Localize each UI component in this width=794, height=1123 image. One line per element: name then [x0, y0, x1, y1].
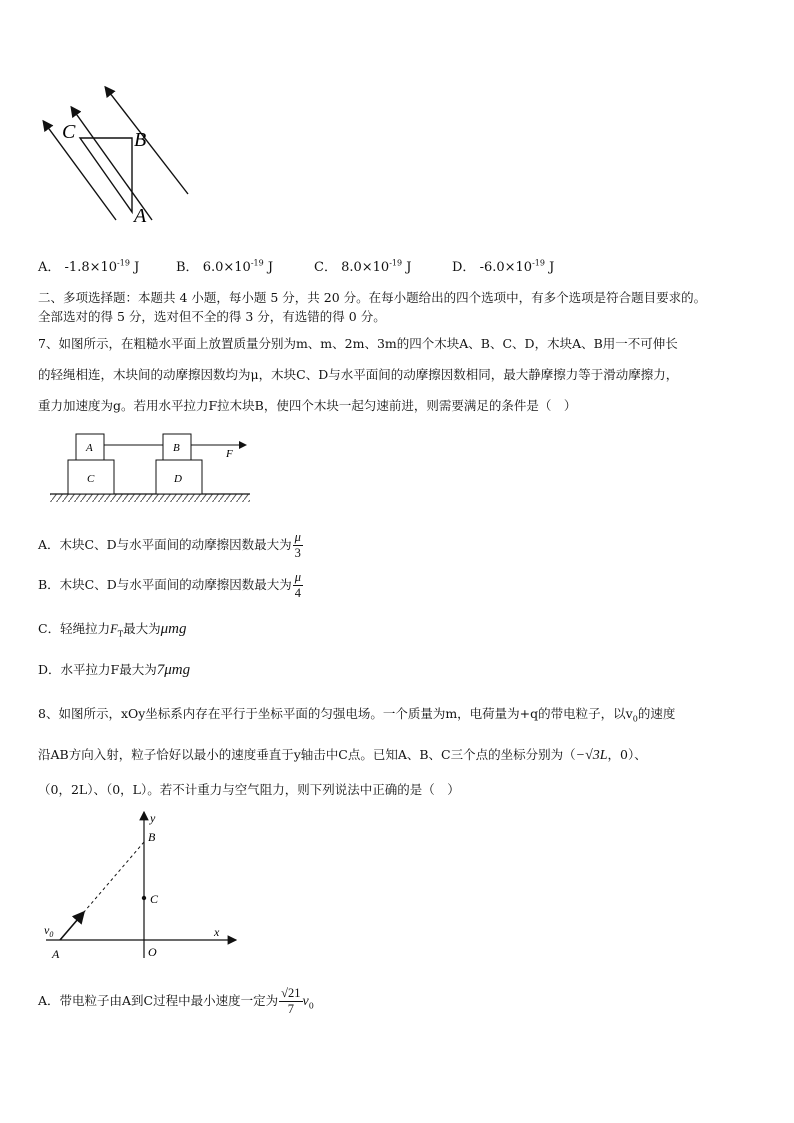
- q7-option-d: D．水平拉力F最大为7μmg: [38, 662, 191, 678]
- blocks-figure: [46, 428, 266, 508]
- fraction-mu-3: $\frac{\mu}{3}$: [294, 530, 301, 560]
- label-o: O: [148, 945, 157, 959]
- q6-option-d: D． $-6.0\times 10^{-19}$ J: [452, 258, 555, 275]
- coordinate-figure: [36, 808, 246, 963]
- q8-option-a: A．带电粒子由A到C过程中最小速度一定为 $\frac{√21}{7}$ $v_0$: [38, 986, 314, 1016]
- q7-option-a: A．木块C、D与水平面间的动摩擦因数最大为 $\frac{\mu}{3}$: [38, 530, 301, 560]
- field-line-3: [106, 88, 188, 194]
- q6-option-c: C． $8.0\times 10^{-19}$ J: [314, 258, 412, 275]
- label-force-f: F: [226, 448, 233, 460]
- label-block-b: B: [173, 442, 180, 454]
- q8-line1: 8、如图所示，xOy坐标系内存在平行于坐标平面的匀强电场。一个质量为m，电荷量为+q的带电粒子，以$v_0$的速度: [38, 706, 676, 724]
- q7-line3: 重力加速度为g。若用水平拉力F拉木块B，使四个木块一起匀速前进，则需要满足的条件是（ ）: [38, 398, 577, 413]
- q7-option-b: B．木块C、D与水平面间的动摩擦因数最大为 $\frac{\mu}{4}$: [38, 570, 302, 600]
- fraction-sqrt21-7: $\frac{√21}{7}$: [281, 986, 301, 1016]
- label-c: C: [62, 121, 76, 143]
- label-x: x: [214, 925, 220, 939]
- triangle-field-figure: [36, 80, 206, 230]
- fraction-mu-4: $\frac{\mu}{4}$: [294, 570, 302, 600]
- section2-line1: 二、多项选择题：本题共 4 小题，每小题 5 分，共 20 分。在每小题给出的四个选项中，有多个选项是符合题目要求的。: [38, 290, 707, 305]
- label-v0: $v_0$: [44, 923, 54, 939]
- label-a: A: [134, 205, 147, 227]
- q7-option-c: C．轻绳拉力$F_T$最大为μmg: [38, 621, 187, 639]
- field-line-1: [44, 122, 116, 220]
- label-b: B: [134, 129, 147, 151]
- label-c: C: [150, 892, 159, 906]
- q7-line2: 的轻绳相连，木块间的动摩擦因数均为μ，木块C、D与水平面间的动摩擦因数相同，最大静摩擦力等于滑动摩擦力，: [38, 367, 679, 382]
- q7-line1: 7、如图所示，在粗糙水平面上放置质量分别为m、m、2m、3m的四个木块A、B、C、D，木块A、B用一不可伸长: [38, 336, 678, 351]
- label-block-d: D: [174, 473, 182, 485]
- label-y: y: [150, 811, 156, 825]
- label-block-c: C: [87, 473, 95, 485]
- section2-line2: 全部选对的得 5 分，选对但不全的得 3 分，有选错的得 0 分。: [38, 309, 386, 324]
- ground-hatch: [50, 494, 250, 502]
- field-line-2: [72, 108, 152, 220]
- label-a: A: [52, 947, 60, 961]
- triangle-abc: [80, 138, 132, 212]
- q8-line2: 沿AB方向入射，粒子恰好以最小的速度垂直于y轴击中C点。已知A、B、C三个点的坐标分别为（−√3L，0）、: [38, 747, 647, 763]
- q8-line3: （0，2L）、（0，L）。若不计重力与空气阻力，则下列说法中正确的是（ ）: [38, 782, 460, 797]
- label-b: B: [148, 830, 156, 844]
- velocity-arrow: [60, 912, 84, 940]
- q6-option-a: A． $-1.8\times 10^{-19}$ J: [38, 258, 140, 275]
- label-block-a: A: [86, 442, 93, 454]
- point-c: [142, 896, 146, 900]
- q6-option-b: B． $6.0\times 10^{-19}$ J: [176, 258, 274, 275]
